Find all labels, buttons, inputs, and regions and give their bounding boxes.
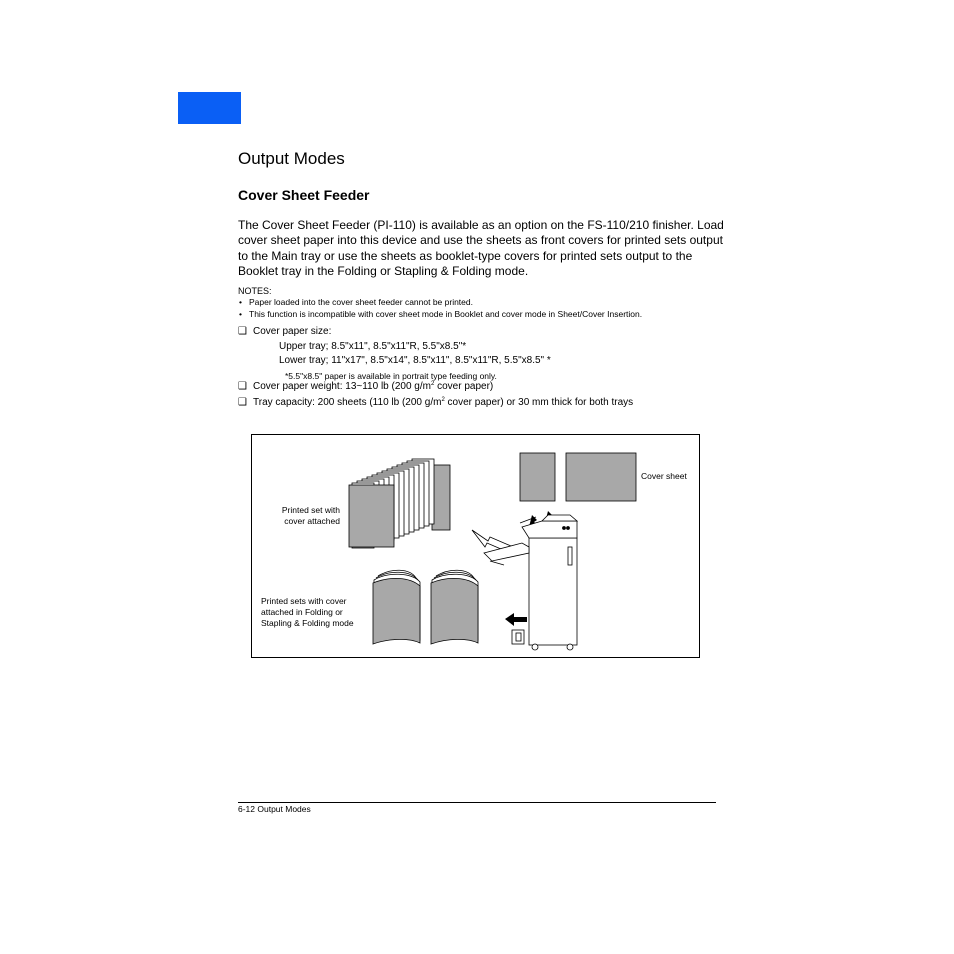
notes-list bbox=[238, 296, 728, 320]
note-item: • Paper loaded into the cover sheet feeder cannot be printed. bbox=[238, 296, 728, 308]
spec-capacity: ❑ Tray capacity: 200 sheets (110 lb (200 $g/m^2$ cover paper) or 30 mm thick for both trays bbox=[238, 397, 634, 408]
note-item: • This function is incompatible with cover sheet mode in Booklet and cover mode in Sheet/Cover Insertion. bbox=[238, 308, 728, 320]
label-printed-set: Printed set with cover attached bbox=[281, 505, 340, 526]
page-title: Output Modes bbox=[238, 149, 345, 168]
printed-set-stack bbox=[349, 459, 450, 548]
booklet-left bbox=[373, 570, 420, 644]
spec-footnote: *5.5"x8.5" paper is available in portrait type feeding only. bbox=[285, 371, 497, 381]
chapter-tab bbox=[178, 92, 241, 124]
intro-paragraph: The Cover Sheet Feeder (PI-110) is available as an option on the FS-110/210 finisher. Load cover sheet paper into this device and use the sheets as front covers for printed sets output to the Main tray or use the sheets as booklet-type covers for printed sets output to the Booklet tray in the Folding or Stapling & Folding mode. bbox=[238, 218, 724, 279]
spec-upper-tray: Upper tray; 8.5"x11", 8.5"x11"R, 5.5"x8.5"* bbox=[279, 341, 467, 352]
cover-sheet-large bbox=[566, 453, 636, 501]
booklet-right bbox=[431, 570, 478, 644]
checkbox-icon: ❑ bbox=[238, 326, 247, 337]
page-footer: 6-12 Output Modes bbox=[238, 804, 311, 814]
spec-weight: ❑ Cover paper weight: 13~110 lb (200 $g/m^2$ cover paper) bbox=[238, 381, 494, 392]
checkbox-icon: ❑ bbox=[238, 397, 247, 408]
section-title: Cover Sheet Feeder bbox=[238, 187, 370, 203]
cover-sheet-small bbox=[520, 453, 555, 501]
checkbox-icon: ❑ bbox=[238, 381, 247, 392]
spec-cover-size: ❑ Cover paper size: bbox=[238, 326, 332, 337]
label-booklet-sets: Printed sets with cover attached in Folding or Stapling & Folding mode bbox=[261, 596, 354, 628]
spec-lower-tray: Lower tray; 11"x17", 8.5"x14", 8.5"x11", 8.5"x11"R, 5.5"x8.5" * bbox=[279, 355, 551, 366]
footer-divider bbox=[238, 802, 716, 803]
output-illustration bbox=[251, 434, 700, 658]
notes-label: NOTES: bbox=[238, 286, 272, 296]
label-cover-sheet: Cover sheet bbox=[641, 471, 687, 481]
finisher-machine bbox=[484, 515, 577, 650]
arrow-booklet-tray-icon bbox=[505, 613, 527, 626]
